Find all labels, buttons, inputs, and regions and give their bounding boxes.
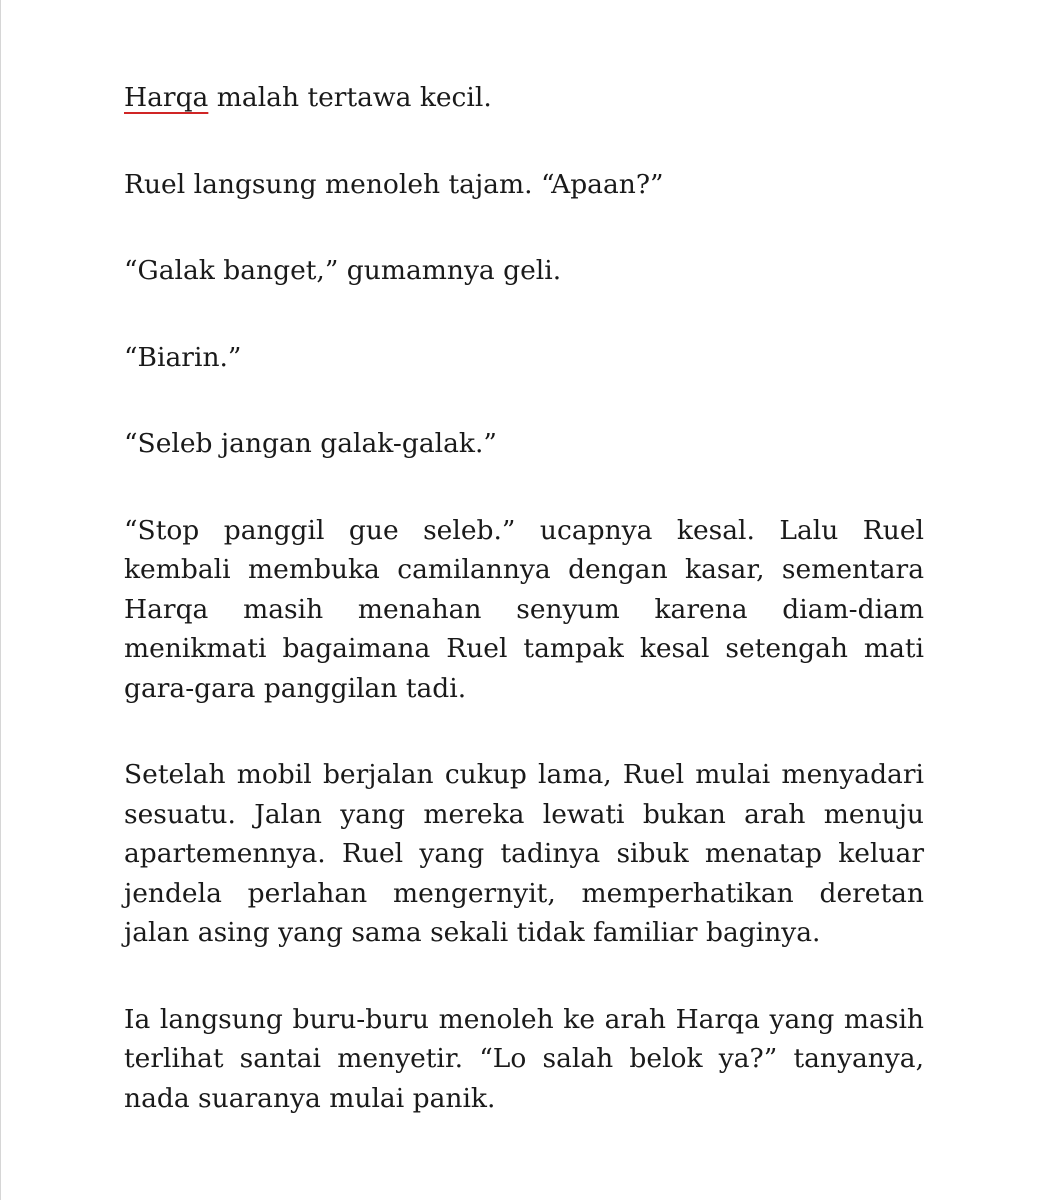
paragraph-5: “Seleb jangan galak-galak.”	[124, 428, 497, 459]
paragraph-1	[124, 78, 924, 118]
paragraph-2: Ruel langsung menoleh tajam. “Apaan?”	[124, 168, 664, 200]
paragraph-7: Setelah mobil berjalan cukup lama, Ruel mulai menyadari sesuatu. Jalan yang mereka lewati bukan arah menuju apartemennya. Ruel yang tadinya sibuk menatap keluar jendela perlahan mengernyit, memperhatikan deretan jalan asing yang sama sekali tidak familiar baginya.	[124, 759, 924, 948]
page-edge-border	[0, 0, 1, 1200]
paragraph-4: “Biarin.”	[124, 341, 242, 373]
document-page[interactable]	[124, 78, 924, 1165]
paragraph-1-text: malah tertawa kecil.	[208, 82, 492, 113]
paragraph-6: “Stop panggil gue seleb.” ucapnya kesal. Lalu Ruel kembali membuka camilannya dengan kasar, sementara Harqa masih menahan senyum karena diam-diam menikmati bagaimana Ruel tampak kesal setengah mati gara-gara panggilan tadi.	[124, 514, 924, 704]
paragraph-3: “Galak banget,” gumamnya geli.	[124, 255, 562, 286]
paragraph-8: Ia langsung buru-buru menoleh ke arah Harqa yang masih terlihat santai menyetir. “Lo salah belok ya?” tanyanya, nada suaranya mulai panik.	[124, 1003, 924, 1114]
spellcheck-flagged-word[interactable]: Harqa	[124, 82, 209, 113]
